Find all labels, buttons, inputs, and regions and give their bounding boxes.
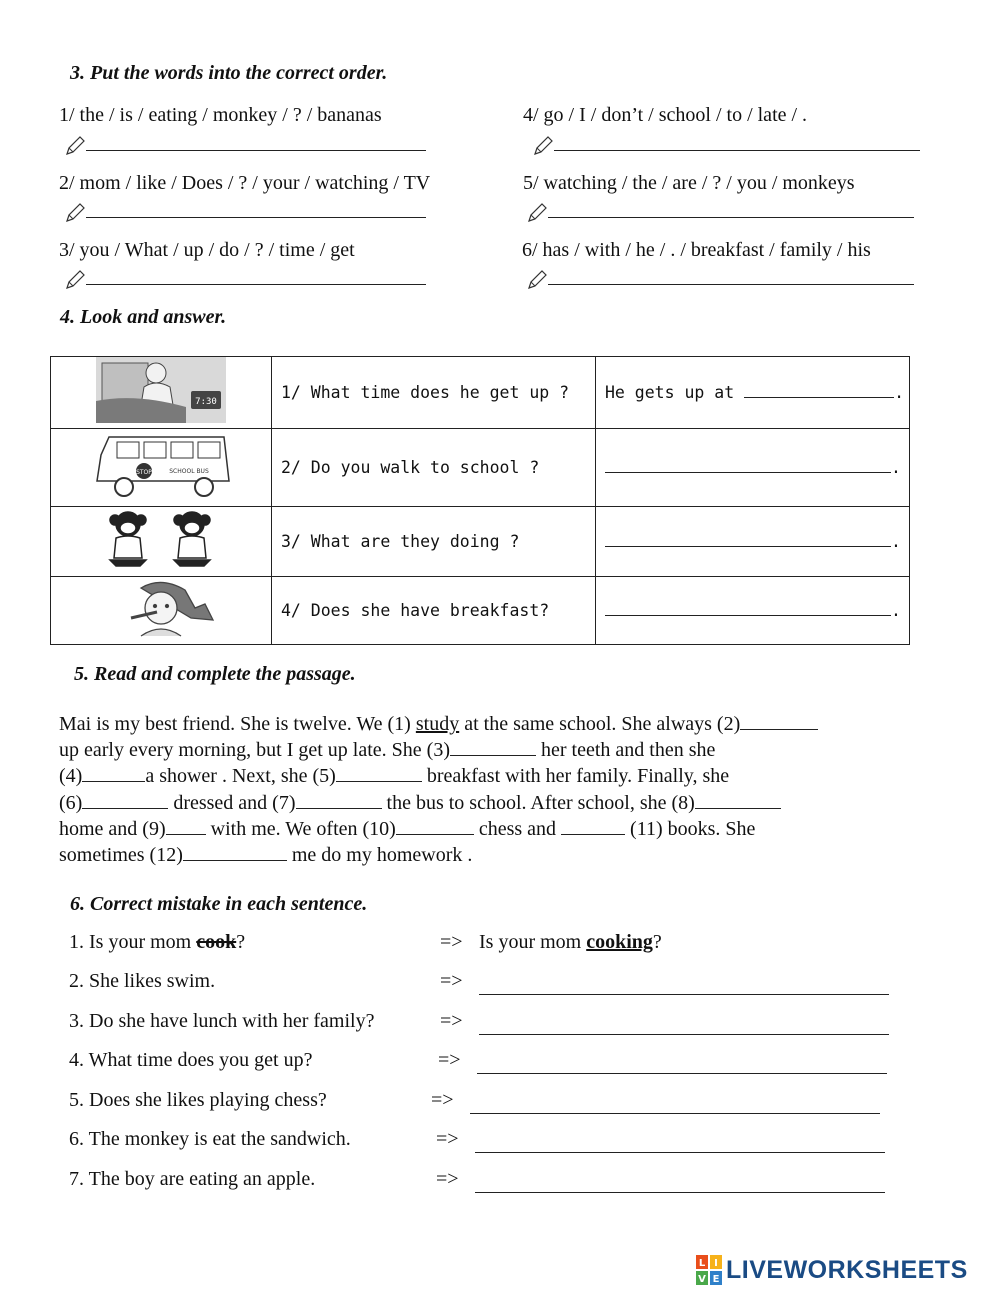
passage-line-2 xyxy=(59,737,939,763)
passage-line-1 xyxy=(59,711,939,737)
answer-text: Is your mom xyxy=(479,931,587,953)
passage-text: with me. We often (10) xyxy=(205,817,396,840)
gap-8-blank[interactable] xyxy=(695,792,781,809)
picture-cell xyxy=(51,357,272,429)
table-row xyxy=(51,357,910,429)
passage-text: Mai is my best friend. She is twelve. We (1) xyxy=(59,713,416,735)
gap-6-blank[interactable] xyxy=(82,792,168,809)
gap-9-blank[interactable] xyxy=(166,818,206,835)
passage-line-3 xyxy=(59,763,939,789)
section-3-heading: 3. Put the words into the correct order. xyxy=(70,62,388,84)
passage-text: a shower . Next, she (5) xyxy=(145,765,336,788)
question-cell: 2/ Do you walk to school ? xyxy=(272,429,596,507)
liveworksheets-logo-icon xyxy=(696,1255,722,1285)
order-item-6-prompt: 6/ has / with / he / . / breakfast / family / his xyxy=(522,239,871,261)
svg-text:I: I xyxy=(714,1258,718,1269)
answer-cell[interactable]: He gets up at . xyxy=(596,357,910,429)
pencil-icon xyxy=(526,202,548,224)
correction-blank[interactable] xyxy=(477,1072,887,1074)
gap-4-blank[interactable] xyxy=(82,765,145,782)
section-5-heading: 5. Read and complete the passage. xyxy=(74,663,356,685)
gap-11-blank[interactable] xyxy=(561,818,625,835)
answer-cell[interactable]: . xyxy=(596,577,910,645)
arrow: => xyxy=(436,1168,459,1190)
correction-blank[interactable] xyxy=(479,1033,889,1035)
gap-3-blank[interactable] xyxy=(450,739,536,756)
gap-2-blank[interactable] xyxy=(740,713,818,730)
passage-text: (6) xyxy=(59,791,83,814)
passage-line-5 xyxy=(59,816,939,842)
correction-blank[interactable] xyxy=(479,993,889,995)
svg-text:7:30: 7:30 xyxy=(195,397,217,407)
section-6-heading: 6. Correct mistake in each sentence. xyxy=(70,893,368,915)
answer-cell[interactable]: . xyxy=(596,429,910,507)
svg-text:STOP: STOP xyxy=(135,469,152,476)
school-bus-picture xyxy=(89,429,234,501)
arrow: => xyxy=(438,1049,461,1071)
correction-blank[interactable] xyxy=(475,1151,885,1153)
liveworksheets-logo xyxy=(696,1255,968,1285)
answer-blank[interactable] xyxy=(605,532,891,547)
arrow: => xyxy=(440,970,463,992)
answer-blank[interactable] xyxy=(548,201,914,218)
arrow: => xyxy=(440,931,463,953)
answer-blank[interactable] xyxy=(86,134,426,151)
question-cell: 1/ What time does he get up ? xyxy=(272,357,596,429)
gap-10-blank[interactable] xyxy=(396,818,474,835)
answer-text: ? xyxy=(652,931,662,953)
passage-text: me do my homework . xyxy=(286,844,473,867)
order-item-1-answer[interactable] xyxy=(64,134,426,157)
correction-item-5: 5. Does she likes playing chess? xyxy=(69,1089,327,1111)
correct-word: cooking xyxy=(586,931,653,953)
arrow: => xyxy=(436,1128,459,1150)
order-item-3-answer[interactable] xyxy=(64,268,426,291)
correction-blank[interactable] xyxy=(470,1112,880,1114)
correction-example-sentence xyxy=(69,931,245,954)
answer-blank[interactable] xyxy=(86,201,426,218)
svg-text:E: E xyxy=(712,1274,720,1285)
order-item-2-answer[interactable] xyxy=(64,201,426,224)
passage-text: sometimes (12) xyxy=(59,844,183,867)
order-item-2-prompt: 2/ mom / like / Does / ? / your / watching / TV xyxy=(59,172,431,194)
order-item-4-prompt: 4/ go / I / don’t / school / to / late / . xyxy=(523,104,808,126)
sentence-text: ? xyxy=(236,931,246,953)
example-word: study xyxy=(415,713,460,735)
question-cell: 3/ What are they doing ? xyxy=(272,507,596,577)
table-row xyxy=(51,507,910,577)
answer-blank[interactable] xyxy=(86,268,426,285)
svg-text:SCHOOL BUS: SCHOOL BUS xyxy=(168,468,209,475)
pencil-icon xyxy=(64,269,86,291)
section-4-heading: 4. Look and answer. xyxy=(60,306,227,328)
svg-text:L: L xyxy=(698,1258,706,1269)
order-item-3-prompt: 3/ you / What / up / do / ? / time / get xyxy=(59,239,355,261)
passage-text: (11) books. She xyxy=(625,817,756,840)
gap-7-blank[interactable] xyxy=(296,792,382,809)
monkeys-eating-picture xyxy=(96,508,226,570)
gap-12-blank[interactable] xyxy=(183,844,287,861)
answer-blank[interactable] xyxy=(554,134,920,151)
girl-brushing-teeth-picture xyxy=(101,578,221,638)
correction-item-6: 6. The monkey is eat the sandwich. xyxy=(69,1128,351,1150)
pencil-icon xyxy=(64,202,86,224)
passage-text: up early every morning, but I get up late. She (3) xyxy=(59,739,450,762)
answer-blank[interactable] xyxy=(605,601,891,616)
question-cell: 4/ Does she have breakfast? xyxy=(272,577,596,645)
gap-5-blank[interactable] xyxy=(336,765,422,782)
answer-blank[interactable] xyxy=(605,458,891,473)
sentence-text: 1. Is your mom xyxy=(69,931,197,953)
correction-item-7: 7. The boy are eating an apple. xyxy=(69,1168,316,1190)
wrong-word: cook xyxy=(196,931,237,953)
correction-example-answer xyxy=(479,931,662,954)
correction-item-4: 4. What time does you get up? xyxy=(69,1049,313,1071)
picture-cell xyxy=(51,507,272,577)
passage-text: home and (9) xyxy=(59,817,166,840)
answer-cell[interactable]: . xyxy=(596,507,910,577)
boy-waking-up-clock-picture xyxy=(96,357,226,423)
logo-text: LIVEWORKSHEETS xyxy=(726,1255,968,1284)
order-item-5-prompt: 5/ watching / the / are / ? / you / monkeys xyxy=(523,172,855,194)
passage-text: at the same school. She always (2) xyxy=(459,713,741,735)
pencil-icon xyxy=(64,135,86,157)
passage-text: dressed and (7) xyxy=(168,791,296,814)
answer-prefix: He gets up at xyxy=(605,383,735,402)
order-item-1-prompt: 1/ the / is / eating / monkey / ? / bananas xyxy=(59,104,382,126)
table-row xyxy=(51,577,910,645)
answer-blank[interactable] xyxy=(744,383,894,398)
passage-text: breakfast with her family. Finally, she xyxy=(421,765,730,788)
passage-line-6 xyxy=(59,842,939,868)
table-row xyxy=(51,429,910,507)
correction-item-2: 2. She likes swim. xyxy=(69,970,216,992)
arrow: => xyxy=(440,1010,463,1032)
arrow: => xyxy=(431,1089,454,1111)
pencil-icon xyxy=(526,269,548,291)
passage-text: her teeth and then she xyxy=(536,739,716,762)
correction-item-3: 3. Do she have lunch with her family? xyxy=(69,1010,375,1032)
order-item-6-answer[interactable] xyxy=(526,268,914,291)
picture-cell xyxy=(51,429,272,507)
look-and-answer-table xyxy=(50,356,910,645)
pencil-icon xyxy=(532,135,554,157)
answer-blank[interactable] xyxy=(548,268,914,285)
order-item-5-answer[interactable] xyxy=(526,201,914,224)
passage-text: (4) xyxy=(59,765,83,788)
passage xyxy=(59,711,939,868)
correction-blank[interactable] xyxy=(475,1191,885,1193)
order-item-4-answer[interactable] xyxy=(532,134,920,157)
passage-line-4 xyxy=(59,790,939,816)
passage-text: the bus to school. After school, she (8) xyxy=(381,791,695,814)
svg-text:V: V xyxy=(698,1274,706,1285)
passage-text: chess and xyxy=(473,817,562,840)
picture-cell xyxy=(51,577,272,645)
